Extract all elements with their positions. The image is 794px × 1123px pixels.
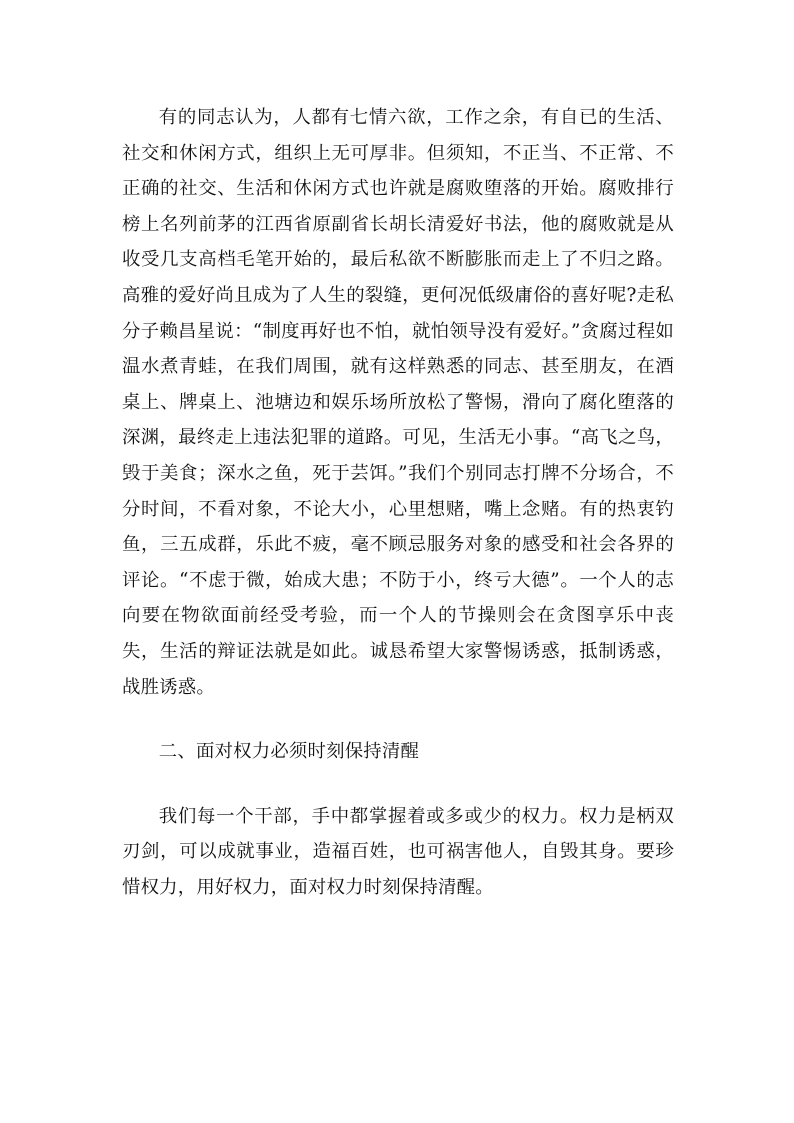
body-paragraph: 有的同志认为，人都有七情六欲，工作之余，有自已的生活、社交和休闲方式，组织上无可厚非。但须知，不正当、不正常、不正确的社交、生活和休闲方式也许就是腐败堕落的开始。腐败排行榜上名列前茅的江西省原副省长胡长清爱好书法，他的腐败就是从收受几支高档毛笔开始的，最后私欲不断膨胀而走上了不归之路。高雅的爱好尚且成为了人生的裂缝，更何况低级庸俗的喜好呢?走私分子赖昌星说：“制度再好也不怕，就怕领导没有爱好。”贪腐过程如温水煮青蛙，在我们周围，就有这样熟悉的同志、甚至朋友，在酒桌上、牌桌上、池塘边和娱乐场所放松了警惕，滑向了腐化堕落的深渊，最终走上违法犯罪的道路。可见，生活无小事。“高飞之鸟，毁于美食；深水之鱼，死于芸饵。”我们个别同志打牌不分场合，不分时间，不看对象，不论大小，心里想赌，嘴上念赌。有的热衷钓鱼，三五成群，乐此不疲，毫不顾忌服务对象的感受和社会各界的评论。“不虑于微，始成大患；不防于小，终亏大德”。一个人的志向要在物欲面前经受考验，而一个人的节操则会在贪图享乐中丧失，生活的辩证法就是如此。诚恳希望大家警惕诱惑，抵制诱惑，战胜诱惑。 bbox=[122, 107, 674, 698]
section-paragraph: 我们每一个干部，手中都掌握着或多或少的权力。权力是柄双刃剑，可以成就事业，造福百姓，也可祸害他人，自毁其身。要珍惜权力，用好权力，面对权力时刻保持清醒。 bbox=[122, 805, 674, 898]
document-body bbox=[122, 100, 674, 905]
section-heading: 二、面对权力必须时刻保持清醒 bbox=[158, 741, 420, 763]
